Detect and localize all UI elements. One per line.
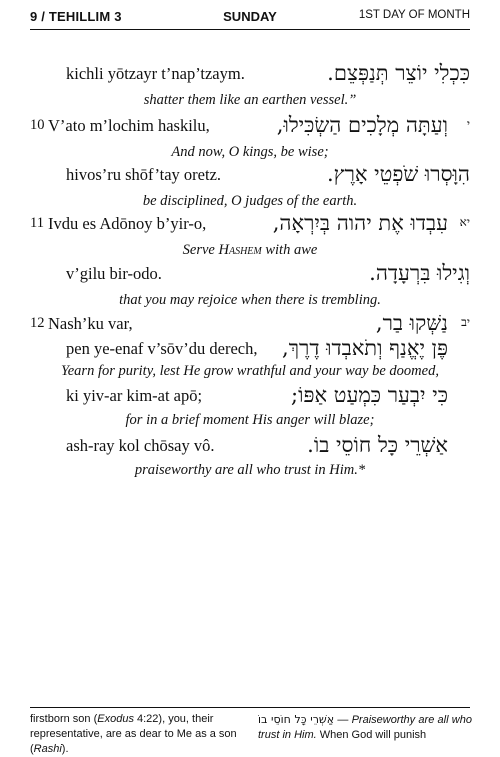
hebrew-verse-number: יא [459,215,470,229]
hebrew-text: פֶּן יֶאֱנַף וְתֹאבְדוּ דֶרֶךְ, [282,336,448,360]
transliteration: Nash’ku var, [48,314,133,333]
verse-number: 11 [30,215,44,231]
transliteration: ki yiv-ar kim-at apō; [66,386,203,405]
header-day: SUNDAY [223,9,277,24]
translation: Serve Hashem with awe [182,242,318,258]
translation: And now, O kings, be wise; [171,144,329,160]
translation: be disciplined, O judges of the earth. [142,193,358,209]
footnote-left: firstborn son (Exodus 4:22), you, their representative, are as dear to Me as a son (Rashi). [30,713,237,755]
transliteration: v’gilu bir-odo. [66,264,162,283]
header-section: 9 / TEHILLIM 3 [30,9,122,24]
hebrew-verse-number: יב [461,315,470,329]
footnote-hebrew: אַשְׁרֵי כָּל חוֹסֵי בוֹ [258,713,335,726]
translation: shatter them like an earthen vessel.” [143,92,357,108]
hebrew-verse-number: י [466,117,470,131]
hebrew-text: נַשְּׁקוּ בַר, [375,311,448,335]
verse-number: 12 [30,315,45,331]
hebrew-text: עִבְדוּ אֶת יהוה בְּיִרְאָה, [272,211,448,235]
verse-number: 10 [30,117,45,133]
hebrew-text: אַשְׁרֵי כָּל חוֹסֵי בוֹ. [307,433,448,457]
translation: praiseworthy are all who trust in Him.* [134,462,366,478]
hebrew-text: וְעַתָּה מְלָכִים הַשְׂכִּילוּ, [276,113,448,137]
header-month-day: 1ST DAY OF MONTH [358,9,470,21]
transliteration: hivos’ru shōf’tay oretz. [66,165,222,184]
divine-name: Hashem [218,242,262,258]
hebrew-text: וְגִילוּ בִּרְעָדָה. [369,261,470,285]
verse-line [30,433,470,462]
translation: that you may rejoice when there is trembling. [119,292,381,308]
hebrew-text: כִּכְלִי יוֹצֵר תְּנַפְּצֵם. [327,61,470,85]
hebrew-text: כִּי יִבְעַר כִּמְעַט אַפּוֹ; [291,383,448,407]
transliteration: pen ye-enaf v’sōv’du derech, [66,339,258,358]
transliteration: kichli yōtzayr t’nap’tzaym. [66,64,245,83]
hebrew-text: הִוָּסְרוּ שֹׁפְטֵי אָרֶץ. [326,162,470,186]
transliteration: ash-ray kol chōsay vô. [66,436,215,455]
transliteration: V’ato m’lochim haskilu, [48,116,210,135]
translation: Yearn for purity, lest He grow wrathful and your way be doomed, [61,363,439,379]
footnote-right: אַשְׁרֵי כָּל חוֹסֵי בוֹ — Praiseworthy are all who trust in Him. When God will punish [258,713,472,741]
transliteration: Ivdu es Adōnoy b’yir-o, [48,214,207,233]
translation: for in a brief moment His anger will blaze; [125,412,375,428]
